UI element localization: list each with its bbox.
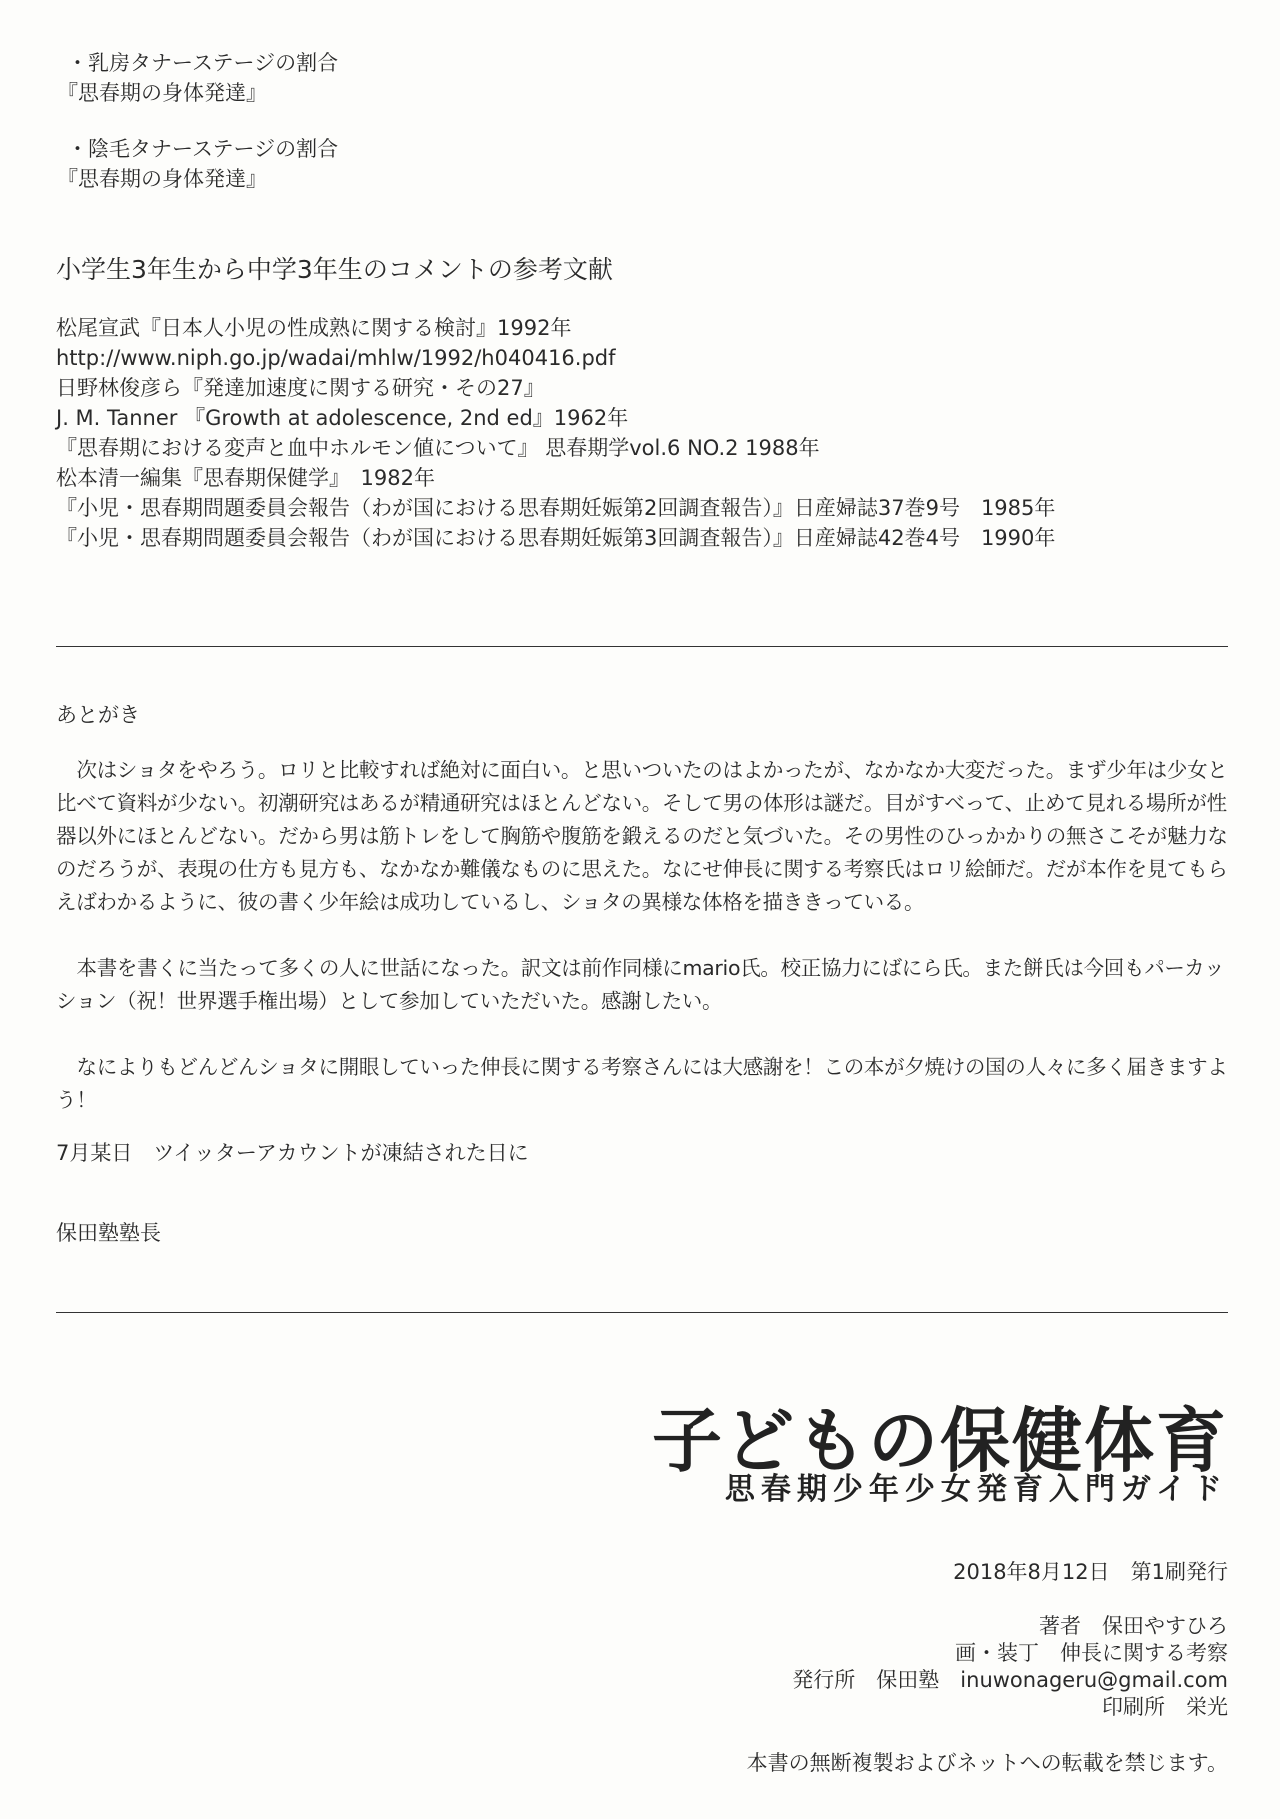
credit-printer: 印刷所 栄光 [1102,1695,1228,1719]
afterword-paragraph: なによりもどんどんショタに開眼していった伸長に関する考察さんには大感謝を！この本が夕焼けの国の人々に多く届きますよう！ [56,1055,1228,1112]
source-title: 『思春期の身体発達』 [57,81,267,105]
reference-item: J. M. Tanner 『Growth at adolescence, 2nd ed』1962年 [56,406,629,430]
credit-publisher: 発行所 保田塾 inuwonageru@gmail.com [792,1668,1228,1692]
reference-item: 松本清一編集『思春期保健学』 1982年 [56,466,435,490]
copyright-notice: 本書の無断複製およびネットへの転載を禁じます。 [746,1751,1228,1775]
colophon-credits [792,1613,1228,1721]
reference-item: http://www.niph.go.jp/wadai/mhlw/1992/h040416.pdf [56,346,616,370]
afterword-paragraph: 次はショタをやろう。ロリと比較すれば絶対に面白い。と思いついたのはよかったが、なかなか大変だった。まず少年は少女と比べて資料が少ない。初潮研究はあるが精通研究はほとんどない。そして男の体形は謎だ。目がすべって、止めて見れる場所が性器以外にほとんどない。だから男は筋トレをして胸筋や腹筋を鍛えるのだと気づいた。その男性のひっかかりの無さこそが魅力なのだろうが、表現の仕方も見方も、なかなか難儀なものに思えた。なにせ伸長に関する考察氏はロリ絵師だ。だが本作を見てもらえばわかるように、彼の書く少年絵は成功しているし、ショタの異様な体格を描ききっている。 [56,758,1228,914]
afterword-heading: あとがき [56,703,140,727]
credit-author: 著者 保田やすひろ [1039,1614,1228,1638]
references-heading: 小学生3年生から中学3年生のコメントの参考文献 [56,255,613,284]
afterword-body [56,754,1236,1150]
edition-line: 2018年8月12日 第1刷発行 [953,1560,1228,1584]
reference-item: 『思春期における変声と血中ホルモン値について』 思春期学vol.6 NO.2 1988年 [56,436,820,460]
divider [56,646,1228,647]
divider [56,1312,1228,1313]
source-item [57,48,339,108]
reference-item: 日野林俊彦ら『発達加速度に関する研究・その27』 [56,376,545,400]
source-title: 『思春期の身体発達』 [57,167,267,191]
reference-item: 松尾宣武『日本人小児の性成熟に関する検討』1992年 [56,316,572,340]
reference-item: 『小児・思春期問題委員会報告（わが国における思春期妊娠第3回調査報告）』日産婦誌42巻4号 1990年 [56,526,1056,550]
book-subtitle: 思春期少年少女発育入門ガイド [724,1472,1228,1507]
references-list [56,313,1055,553]
afterword-signature: 保田塾塾長 [56,1221,161,1245]
reference-item: 『小児・思春期問題委員会報告（わが国における思春期妊娠第2回調査報告）』日産婦誌37巻9号 1985年 [56,496,1056,520]
credit-illustration: 画・装丁 伸長に関する考察 [955,1641,1228,1665]
book-title: 子どもの保健体育 [652,1400,1228,1482]
afterword-paragraph: 本書を書くに当たって多くの人に世話になった。訳文は前作同様にmario氏。校正協力にばにら氏。また餅氏は今回もパーカッション（祝！世界選手権出場）として参加していただいた。感謝したい。 [56,956,1225,1013]
source-item [57,134,339,194]
source-label: ・乳房タナーステージの割合 [67,51,339,75]
source-label: ・陰毛タナーステージの割合 [67,137,339,161]
afterword-date: 7月某日 ツイッターアカウントが凍結された日に [56,1141,529,1165]
